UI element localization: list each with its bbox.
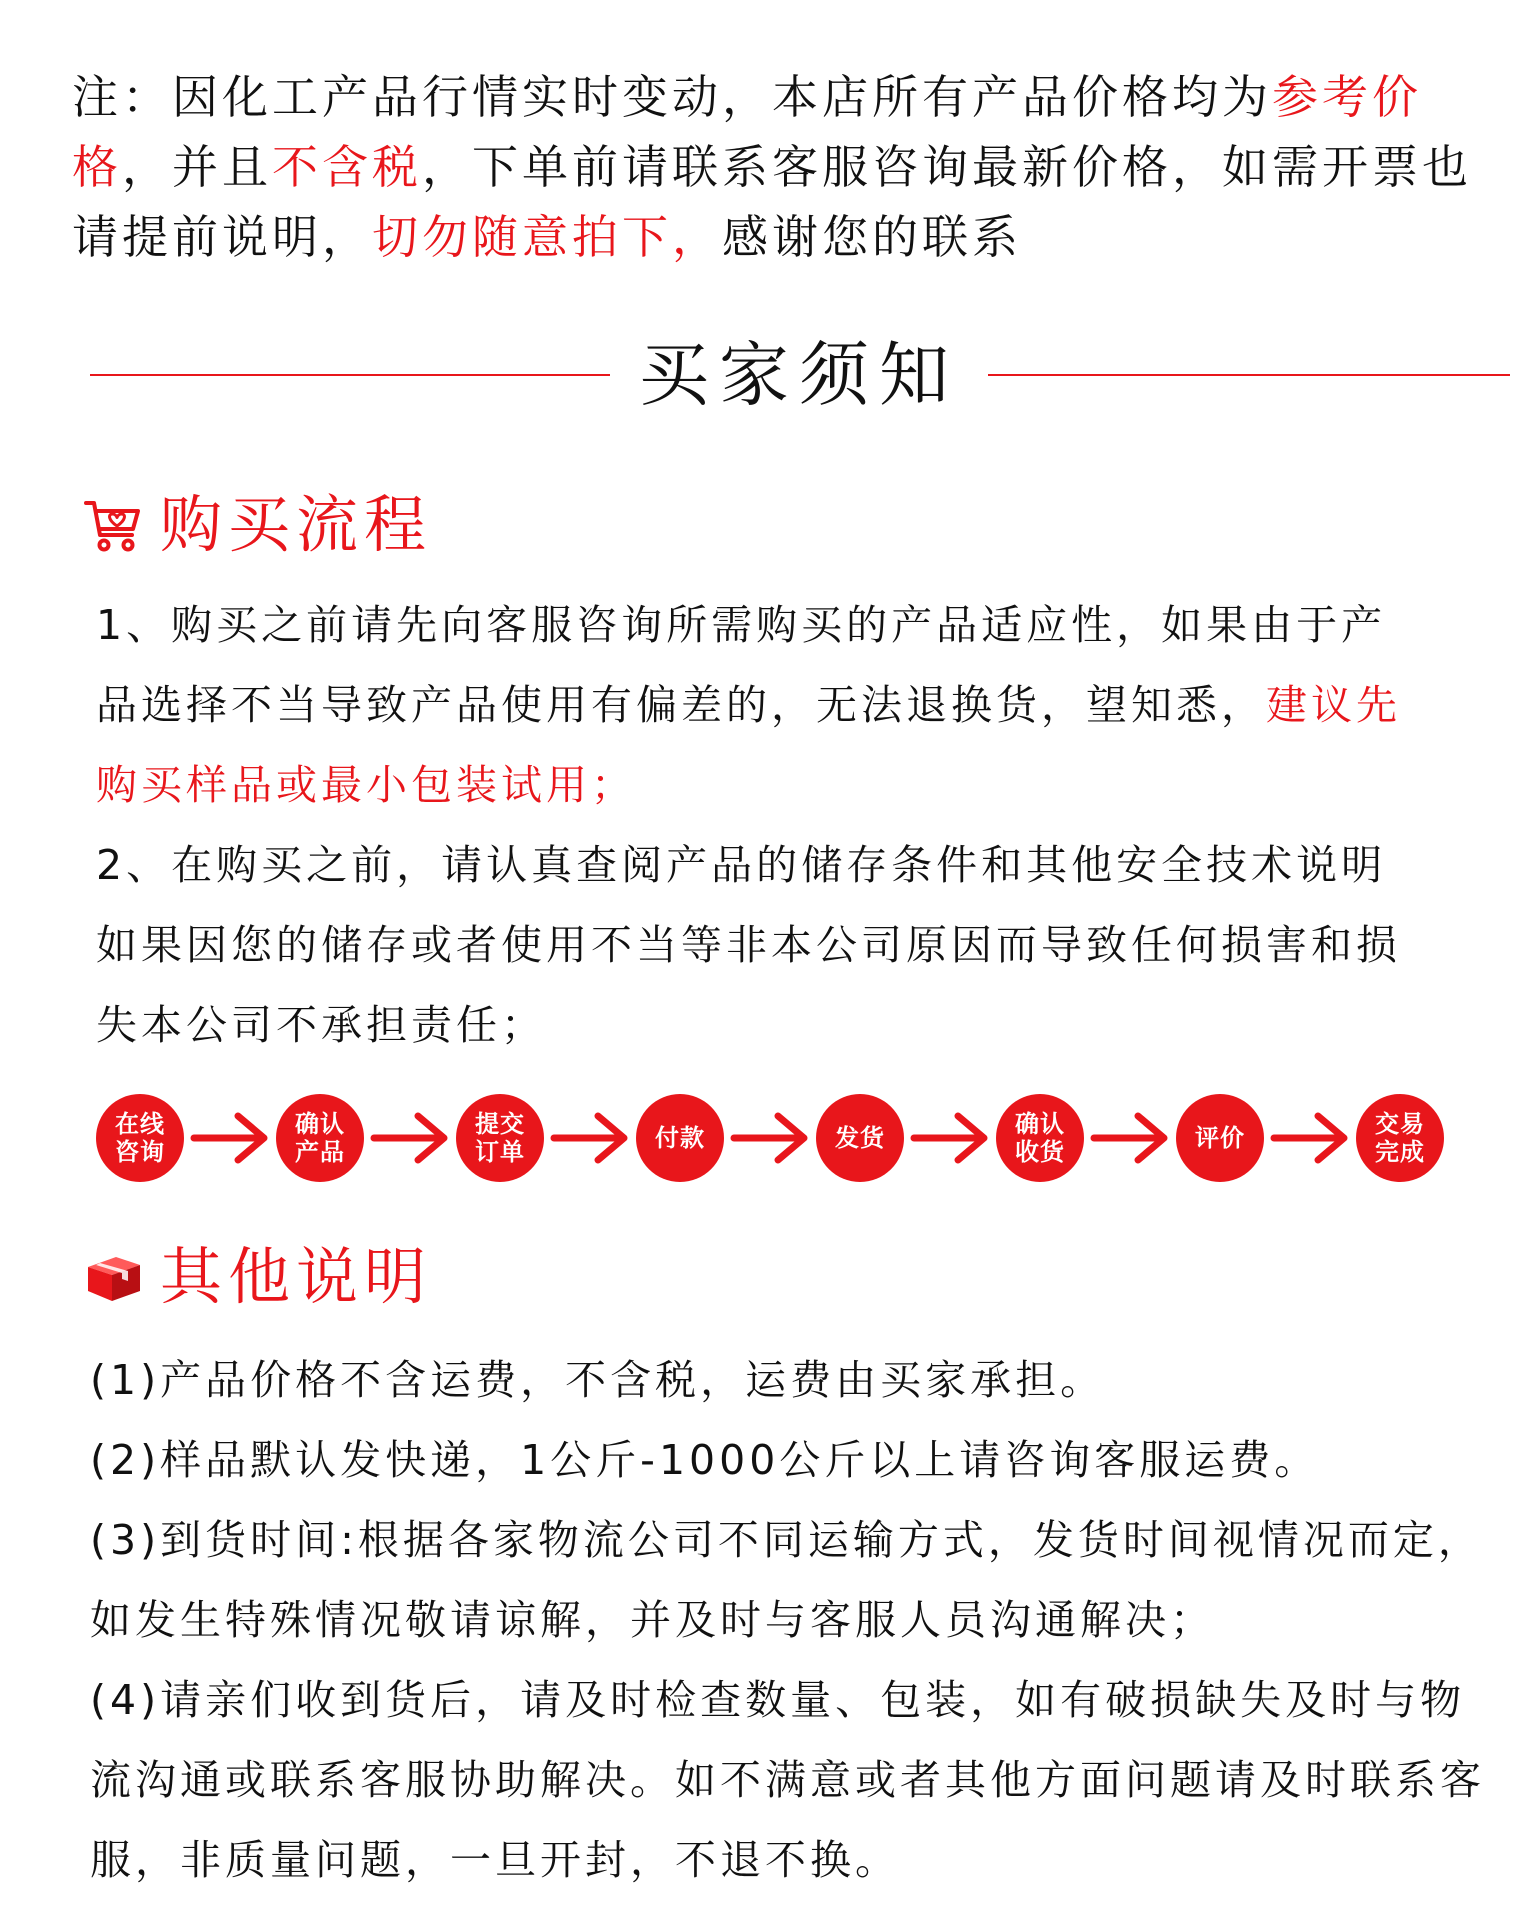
- notice-highlight-do-not-order: 切勿随意拍下，: [372, 210, 722, 264]
- flow-step-label: 提交订单: [475, 1110, 525, 1166]
- other-line-7: 服，非质量问题，一旦开封，不退不换。: [90, 1836, 900, 1884]
- title-divider-left: [90, 374, 610, 376]
- process-flow: [96, 1090, 1456, 1186]
- other-notes-title: 其他说明: [160, 1240, 433, 1313]
- flow-step-label: 交易完成: [1375, 1110, 1425, 1166]
- flow-step-payment: [636, 1094, 724, 1182]
- purchase-line-5: [96, 905, 1401, 985]
- arrow-right-icon: [190, 1108, 270, 1168]
- flow-step-label: 确认收货: [1015, 1110, 1065, 1166]
- section-title-block: [90, 320, 1510, 430]
- purchase-line-6-text: 失本公司不承担责任；: [96, 1001, 546, 1049]
- purchase-line-2-highlight: 建议先: [1266, 681, 1401, 729]
- flow-step-label: 评价: [1195, 1124, 1245, 1152]
- flow-step-ship: [816, 1094, 904, 1182]
- purchase-line-4-text: 2、在购买之前，请认真查阅产品的储存条件和其他安全技术说明: [96, 841, 1387, 889]
- other-line-6: 流沟通或联系客服协助解决。如不满意或者其他方面问题请及时联系客: [90, 1756, 1485, 1804]
- flow-step-label: 在线咨询: [115, 1110, 165, 1166]
- other-notes-text: [90, 1340, 1485, 1900]
- other-line-3: (3)到货时间:根据各家物流公司不同运输方式，发货时间视情况而定，: [90, 1516, 1483, 1564]
- purchase-line-2: [96, 665, 1401, 745]
- cart-heart-icon: [82, 493, 146, 557]
- notice-text-3: ，下单前请联系客服咨询最新价格，如需开票也请提前说明，: [72, 140, 1472, 264]
- purchase-line-1: [96, 585, 1401, 665]
- purchase-line-4: [96, 825, 1401, 905]
- flow-step-label: 发货: [835, 1124, 885, 1152]
- flow-step-confirm-product: [276, 1094, 364, 1182]
- arrow-right-icon: [550, 1108, 630, 1168]
- purchase-line-1-text: 1、购买之前请先向客服咨询所需购买的产品适应性，如果由于产: [96, 601, 1387, 649]
- flow-step-confirm-receipt: [996, 1094, 1084, 1182]
- title-divider-right: [988, 374, 1510, 376]
- arrow-right-icon: [1270, 1108, 1350, 1168]
- notice-highlight-reference-price: 参考价格: [72, 70, 1422, 194]
- other-line-2: (2)样品默认发快递，1公斤-1000公斤以上请咨询客服运费。: [90, 1436, 1320, 1484]
- notice-text-1: 注：因化工产品行情实时变动，本店所有产品价格均为: [72, 70, 1272, 124]
- purchase-line-3-highlight: 购买样品或最小包装试用；: [96, 761, 636, 809]
- purchase-line-6: [96, 985, 1401, 1065]
- section-title: 买家须知: [639, 334, 959, 416]
- flow-step-consult: [96, 1094, 184, 1182]
- flow-step-complete: [1356, 1094, 1444, 1182]
- flow-step-review: [1176, 1094, 1264, 1182]
- flow-step-submit-order: [456, 1094, 544, 1182]
- flow-step-label: 确认产品: [295, 1110, 345, 1166]
- price-notice: [72, 62, 1472, 272]
- package-box-icon: [82, 1245, 146, 1309]
- other-line-5: (4)请亲们收到货后，请及时检查数量、包装，如有破损缺失及时与物: [90, 1676, 1466, 1724]
- arrow-right-icon: [1090, 1108, 1170, 1168]
- arrow-right-icon: [730, 1108, 810, 1168]
- other-line-4: 如发生特殊情况敬请谅解，并及时与客服人员沟通解决；: [90, 1596, 1215, 1644]
- notice-highlight-tax-excluded: 不含税: [272, 140, 422, 194]
- purchase-line-2-text: 品选择不当导致产品使用有偏差的，无法退换货，望知悉，: [96, 681, 1266, 729]
- arrow-right-icon: [910, 1108, 990, 1168]
- notice-text-4: 感谢您的联系: [722, 210, 1022, 264]
- flow-step-label: 付款: [655, 1124, 705, 1152]
- purchase-line-5-text: 如果因您的储存或者使用不当等非本公司原因而导致任何损害和损: [96, 921, 1401, 969]
- purchase-line-3: [96, 745, 1401, 825]
- purchase-process-heading: [82, 480, 432, 570]
- other-notes-heading: [82, 1232, 432, 1322]
- purchase-process-title: 购买流程: [160, 488, 433, 561]
- arrow-right-icon: [370, 1108, 450, 1168]
- notice-text-2: ，并且: [122, 140, 272, 194]
- other-line-1: (1)产品价格不含运费，不含税，运费由买家承担。: [90, 1356, 1106, 1404]
- purchase-process-text: [96, 585, 1401, 1065]
